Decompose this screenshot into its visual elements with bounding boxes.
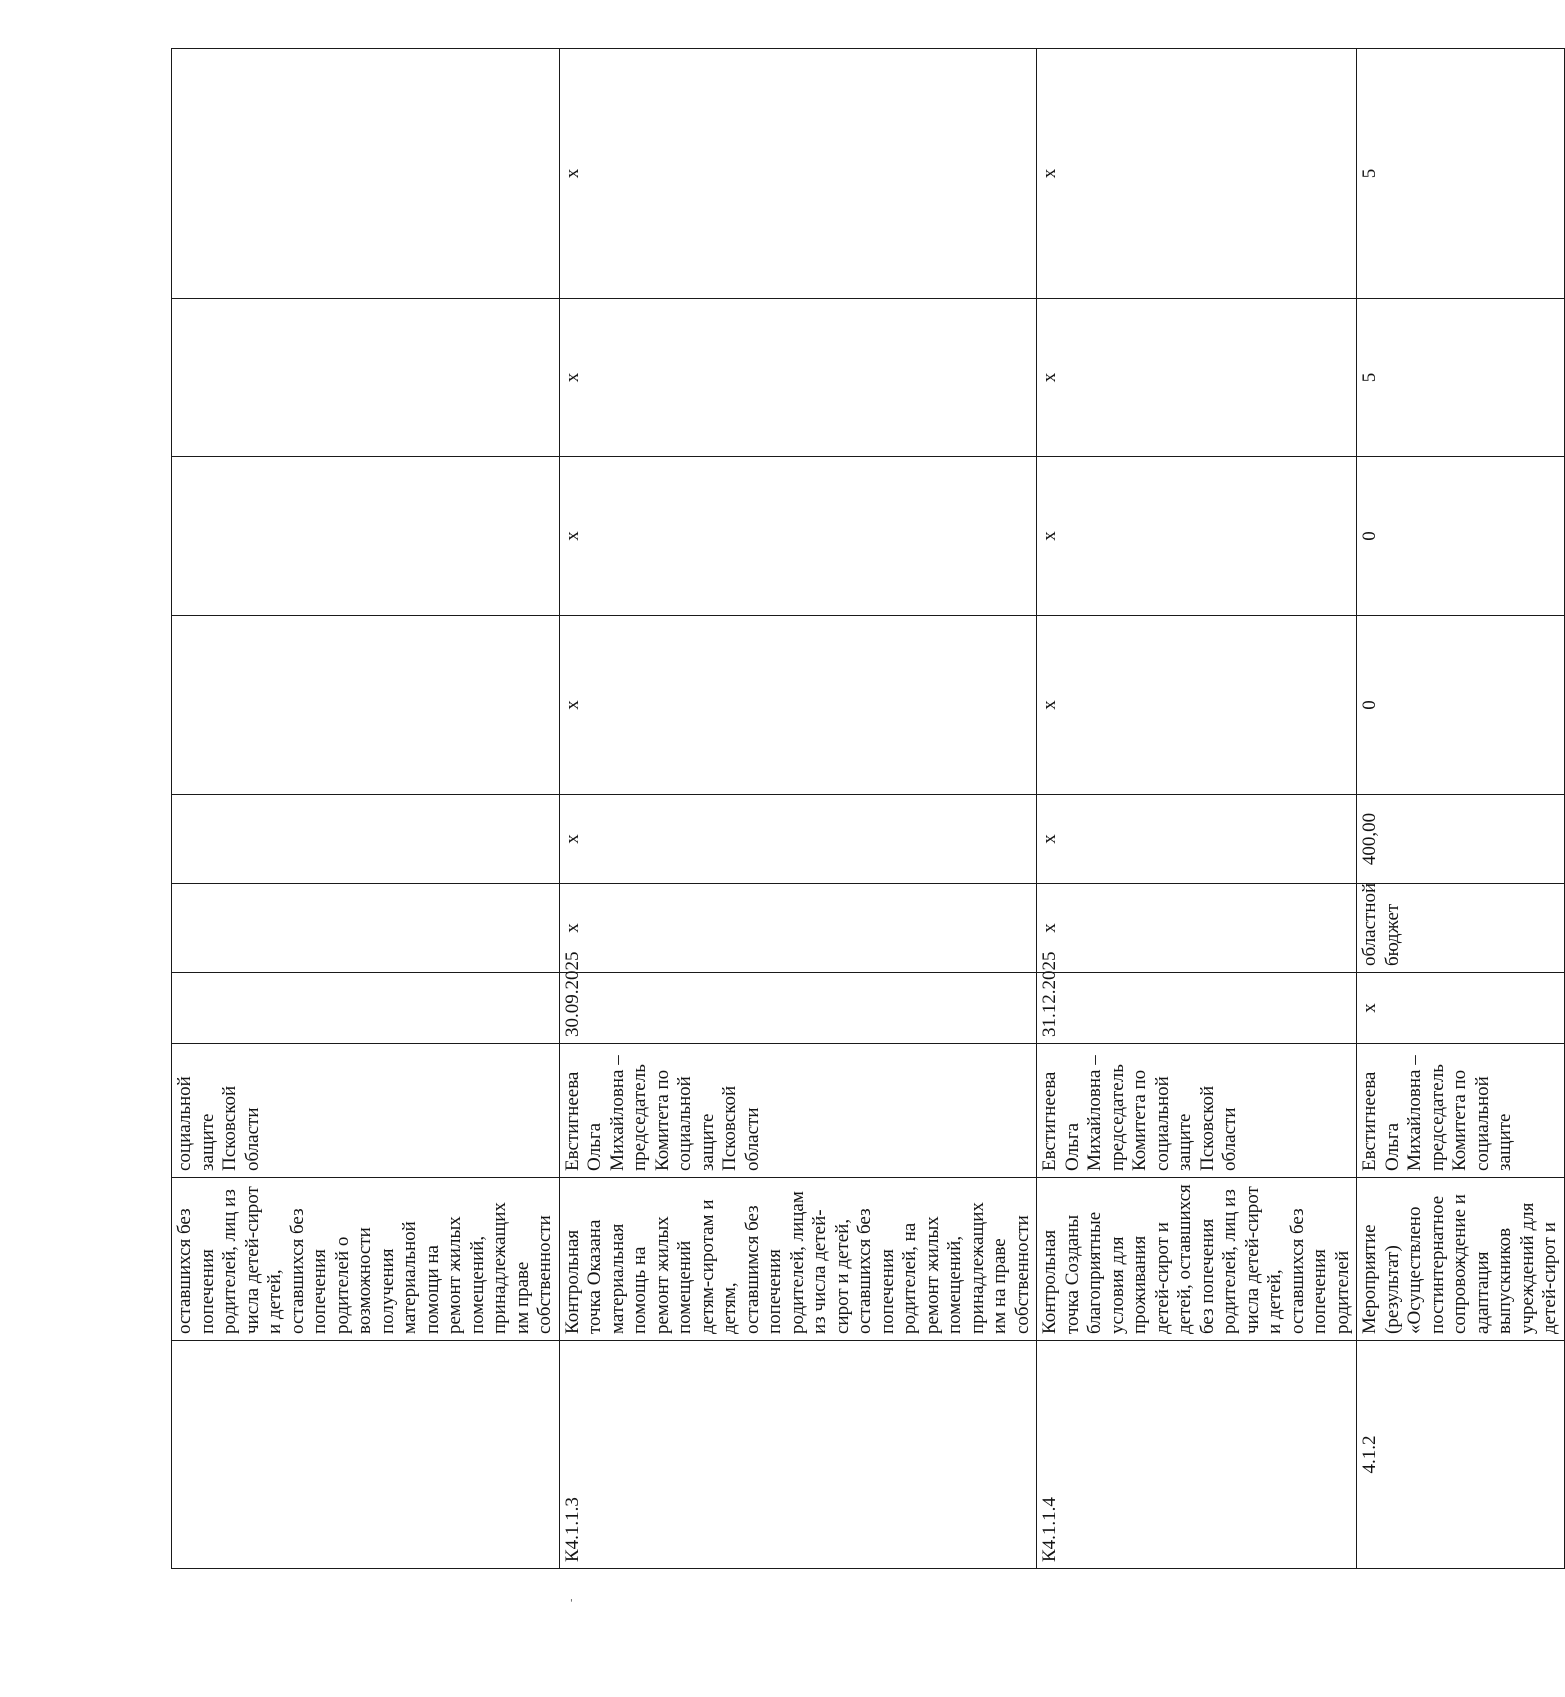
table-cell-description: Контрольная точка Созданы благоприятные условия для проживания детей-сирот и детей, оставшихся без попечения родителей, лиц из числа детей-сирот и детей, оставшихся без попечения родителей [1037,1178,1357,1341]
table-row [172,49,560,1569]
table-cell-year-4: х [1037,49,1357,299]
table-cell-total [172,795,560,884]
table-cell-responsible: Евстигнеева Ольга Михайловна – председатель Комитета по социальной защите Псковской области [1037,1044,1357,1178]
table-cell-source: х [559,884,1037,973]
table-cell-date: х [1357,973,1565,1044]
table-cell-responsible: Евстигнеева Ольга Михайловна – председатель Комитета по социальной защите Псковской области [559,1044,1037,1178]
plan-table [171,48,1565,1569]
table-cell-total: х [1037,795,1357,884]
table-cell-year-4: 5 [1357,49,1565,299]
table-cell-source: х [1037,884,1357,973]
table-cell-year-3: 5 [1357,299,1565,457]
table-row [1357,49,1565,1569]
table-cell-responsible: социальной защите Псковской области [172,1044,560,1178]
table-cell-year-2: х [1037,457,1357,616]
table-cell-code [172,1341,560,1569]
rotated-document-page [171,49,1560,1569]
table-cell-code: К4.1.1.4 [1037,1341,1357,1569]
table-cell-description: Мероприятие (результат) «Осуществлено постинтернатное сопровождение и адаптация выпускников учреждений для детей-сирот и [1357,1178,1565,1341]
table-cell-year-3: х [1037,299,1357,457]
table-cell-year-4: х [559,49,1037,299]
table-row [559,49,1037,1569]
scan-artifact-dot: ' [570,1598,573,1609]
table-cell-date: 30.09.2025 [559,973,1037,1044]
table-cell-year-2 [172,457,560,616]
table-cell-date [172,973,560,1044]
table-cell-source: областной бюджет [1357,884,1565,973]
table-cell-source [172,884,560,973]
table-cell-total: 400,00 [1357,795,1565,884]
table-cell-description: Контрольная точка Оказана материальная помощь на ремонт жилых помещений детям-сиротам и детям, оставшимся без попечения родителей, лицам из числа детей-сирот и детей, оставшихся без попечения родителей, на ремонт жилых помещений, принадлежащих им на праве собственности [559,1178,1037,1341]
table-cell-year-2: х [559,457,1037,616]
table-cell-year-1: х [1037,616,1357,795]
table-cell-date: 31.12.2025 [1037,973,1357,1044]
table-cell-year-1: 0 [1357,616,1565,795]
table-cell-year-2: 0 [1357,457,1565,616]
table-cell-total: х [559,795,1037,884]
table-cell-year-1: х [559,616,1037,795]
table-cell-year-3: х [559,299,1037,457]
table-cell-code: К4.1.1.3 [559,1341,1037,1569]
table-cell-code: 4.1.2 [1357,1341,1565,1569]
table-row [1037,49,1357,1569]
table-cell-year-4 [172,49,560,299]
table-cell-responsible: Евстигнеева Ольга Михайловна – председатель Комитета по социальной защите [1357,1044,1565,1178]
table-cell-year-1 [172,616,560,795]
table-cell-year-3 [172,299,560,457]
table-cell-description: оставшихся без попечения родителей, лиц из числа детей-сирот и детей, оставшихся без попечения родителей о возможности получения материальной помощи на ремонт жилых помещений, принадлежащих им праве собственности [172,1178,560,1341]
